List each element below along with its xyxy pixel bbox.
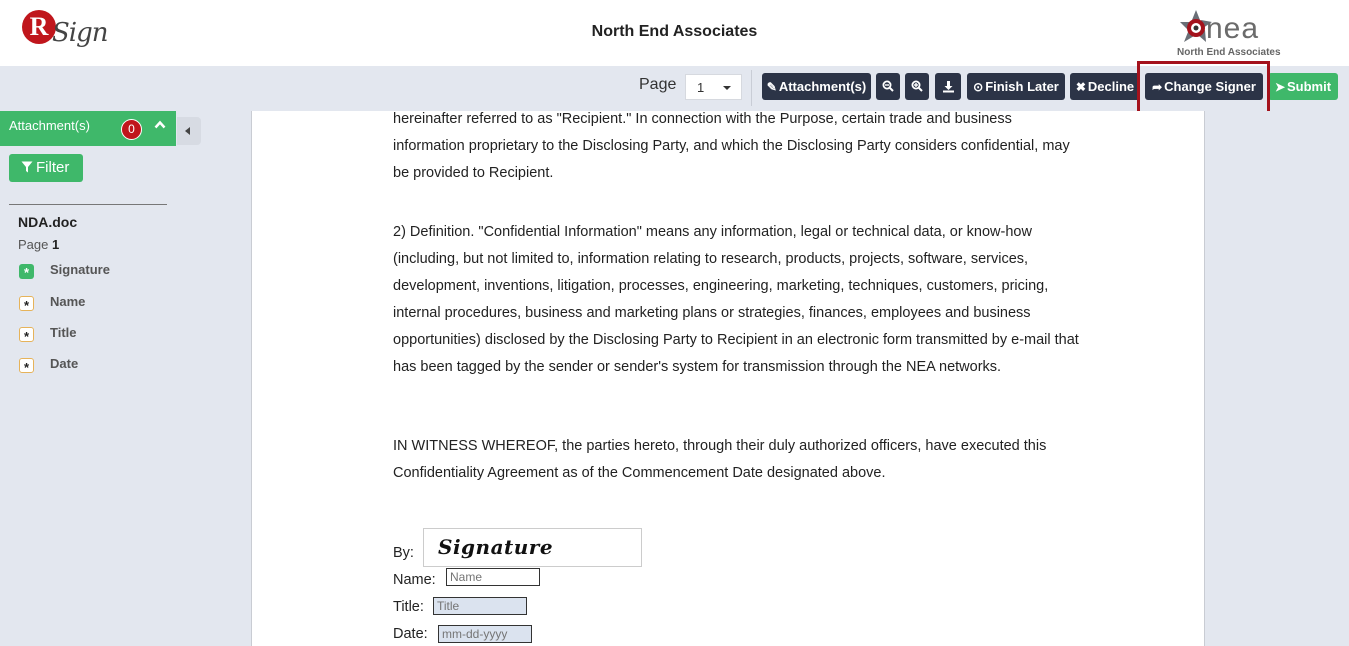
download-icon [942, 80, 955, 93]
zoom-in-button[interactable] [905, 73, 929, 100]
signature-field[interactable] [423, 528, 642, 567]
chevron-up-icon[interactable] [154, 119, 166, 131]
annotation-highlight-box [1137, 61, 1270, 114]
download-button[interactable] [935, 73, 961, 100]
document-name[interactable]: NDA.doc [18, 214, 78, 230]
filter-button[interactable] [9, 154, 83, 182]
close-icon: ✖ [1075, 80, 1086, 94]
document-page [251, 111, 1205, 646]
page-prefix: Page [18, 237, 49, 252]
rsign-logo-mark: R [22, 10, 56, 44]
by-label: By: [393, 545, 414, 561]
field-item-label: Date [50, 356, 79, 371]
sidebar-divider [9, 204, 167, 205]
submit-label: Submit [1287, 79, 1332, 94]
change-signer-label: Change Signer [1164, 79, 1256, 94]
name-label: Name: [393, 572, 436, 588]
page-title: North End Associates [591, 23, 758, 40]
title-field[interactable] [433, 597, 527, 615]
company-logo-text: nea [1206, 12, 1260, 45]
attachments-count-badge: 0 [121, 119, 142, 140]
share-arrow-icon: ➦ [1152, 80, 1163, 94]
title-label: Title: [393, 599, 424, 615]
paper-plane-icon: ➤ [1274, 80, 1285, 94]
field-item-label: Name [50, 294, 86, 309]
zoom-in-icon [911, 80, 923, 92]
attachments-button[interactable] [762, 73, 871, 100]
caret-left-icon [185, 127, 190, 135]
filter-button-label: Filter [36, 159, 70, 176]
app-header [0, 0, 1349, 66]
clock-icon: ⊙ [973, 80, 984, 94]
submit-button[interactable] [1268, 73, 1338, 100]
signature-value: Signature [438, 535, 554, 559]
finish-later-label: Finish Later [985, 79, 1059, 94]
company-logo [1172, 6, 1284, 60]
decline-button[interactable] [1070, 73, 1140, 100]
required-star-icon: * [19, 327, 34, 342]
required-star-icon: * [19, 296, 34, 311]
page-indicator [18, 237, 59, 252]
field-item-label: Signature [50, 262, 110, 277]
name-field[interactable] [446, 568, 540, 586]
filter-icon [21, 161, 33, 173]
fields-sidebar [0, 111, 177, 646]
date-field[interactable] [438, 625, 532, 643]
rsign-logo-script: Sign [52, 18, 108, 48]
attachments-panel-header[interactable] [0, 111, 176, 146]
decline-label: Decline [1087, 79, 1135, 94]
toolbar-divider [751, 70, 752, 106]
paperclip-icon: ✎ [766, 80, 777, 94]
zoom-out-button[interactable] [876, 73, 900, 100]
required-star-icon: * [19, 358, 34, 373]
page-select[interactable] [685, 74, 742, 100]
zoom-out-icon [882, 80, 894, 92]
field-item-label: Title [50, 325, 77, 340]
page-select-value: 1 [697, 80, 705, 95]
attachments-button-label: Attachment(s) [778, 79, 867, 94]
attachments-panel-title: Attachment(s) [9, 118, 90, 133]
company-logo-subtitle: North End Associates [1177, 47, 1281, 58]
finish-later-button[interactable] [967, 73, 1065, 100]
date-label: Date: [393, 626, 428, 642]
required-star-icon: * [19, 264, 34, 279]
document-paragraph: hereinafter referred to as "Recipient." In connection with the Purpose, certain trade and business information proprietary to the Disclosing Party, and which the Disclosing Party considers confidential, may be provided to Recipient. [393, 111, 1070, 181]
caret-down-icon [723, 86, 731, 90]
page-number: 1 [52, 237, 60, 252]
page-label: Page [639, 76, 677, 93]
sidebar-collapse-button[interactable] [177, 117, 201, 145]
document-paragraph: IN WITNESS WHEREOF, the parties hereto, through their duly authorized officers, have executed this Confidentiality Agreement as of the Commencement Date designated above. [393, 438, 1047, 481]
document-paragraph: 2) Definition. "Confidential Information" means any information, legal or technical data, or know-how (including, but not limited to, information relating to research, products, projects, software, services, development, inventions, litigation, processes, engineering, marketing, techniques, customers, pricing, internal procedures, business and marketing plans or strategies, finances, employees and business opportunities) disclosed by the Disclosing Party to Recipient in an electronic form transmitted by e-mail that has been tagged by the sender or sender's system for transmission through the NEA networks. [393, 224, 1079, 375]
